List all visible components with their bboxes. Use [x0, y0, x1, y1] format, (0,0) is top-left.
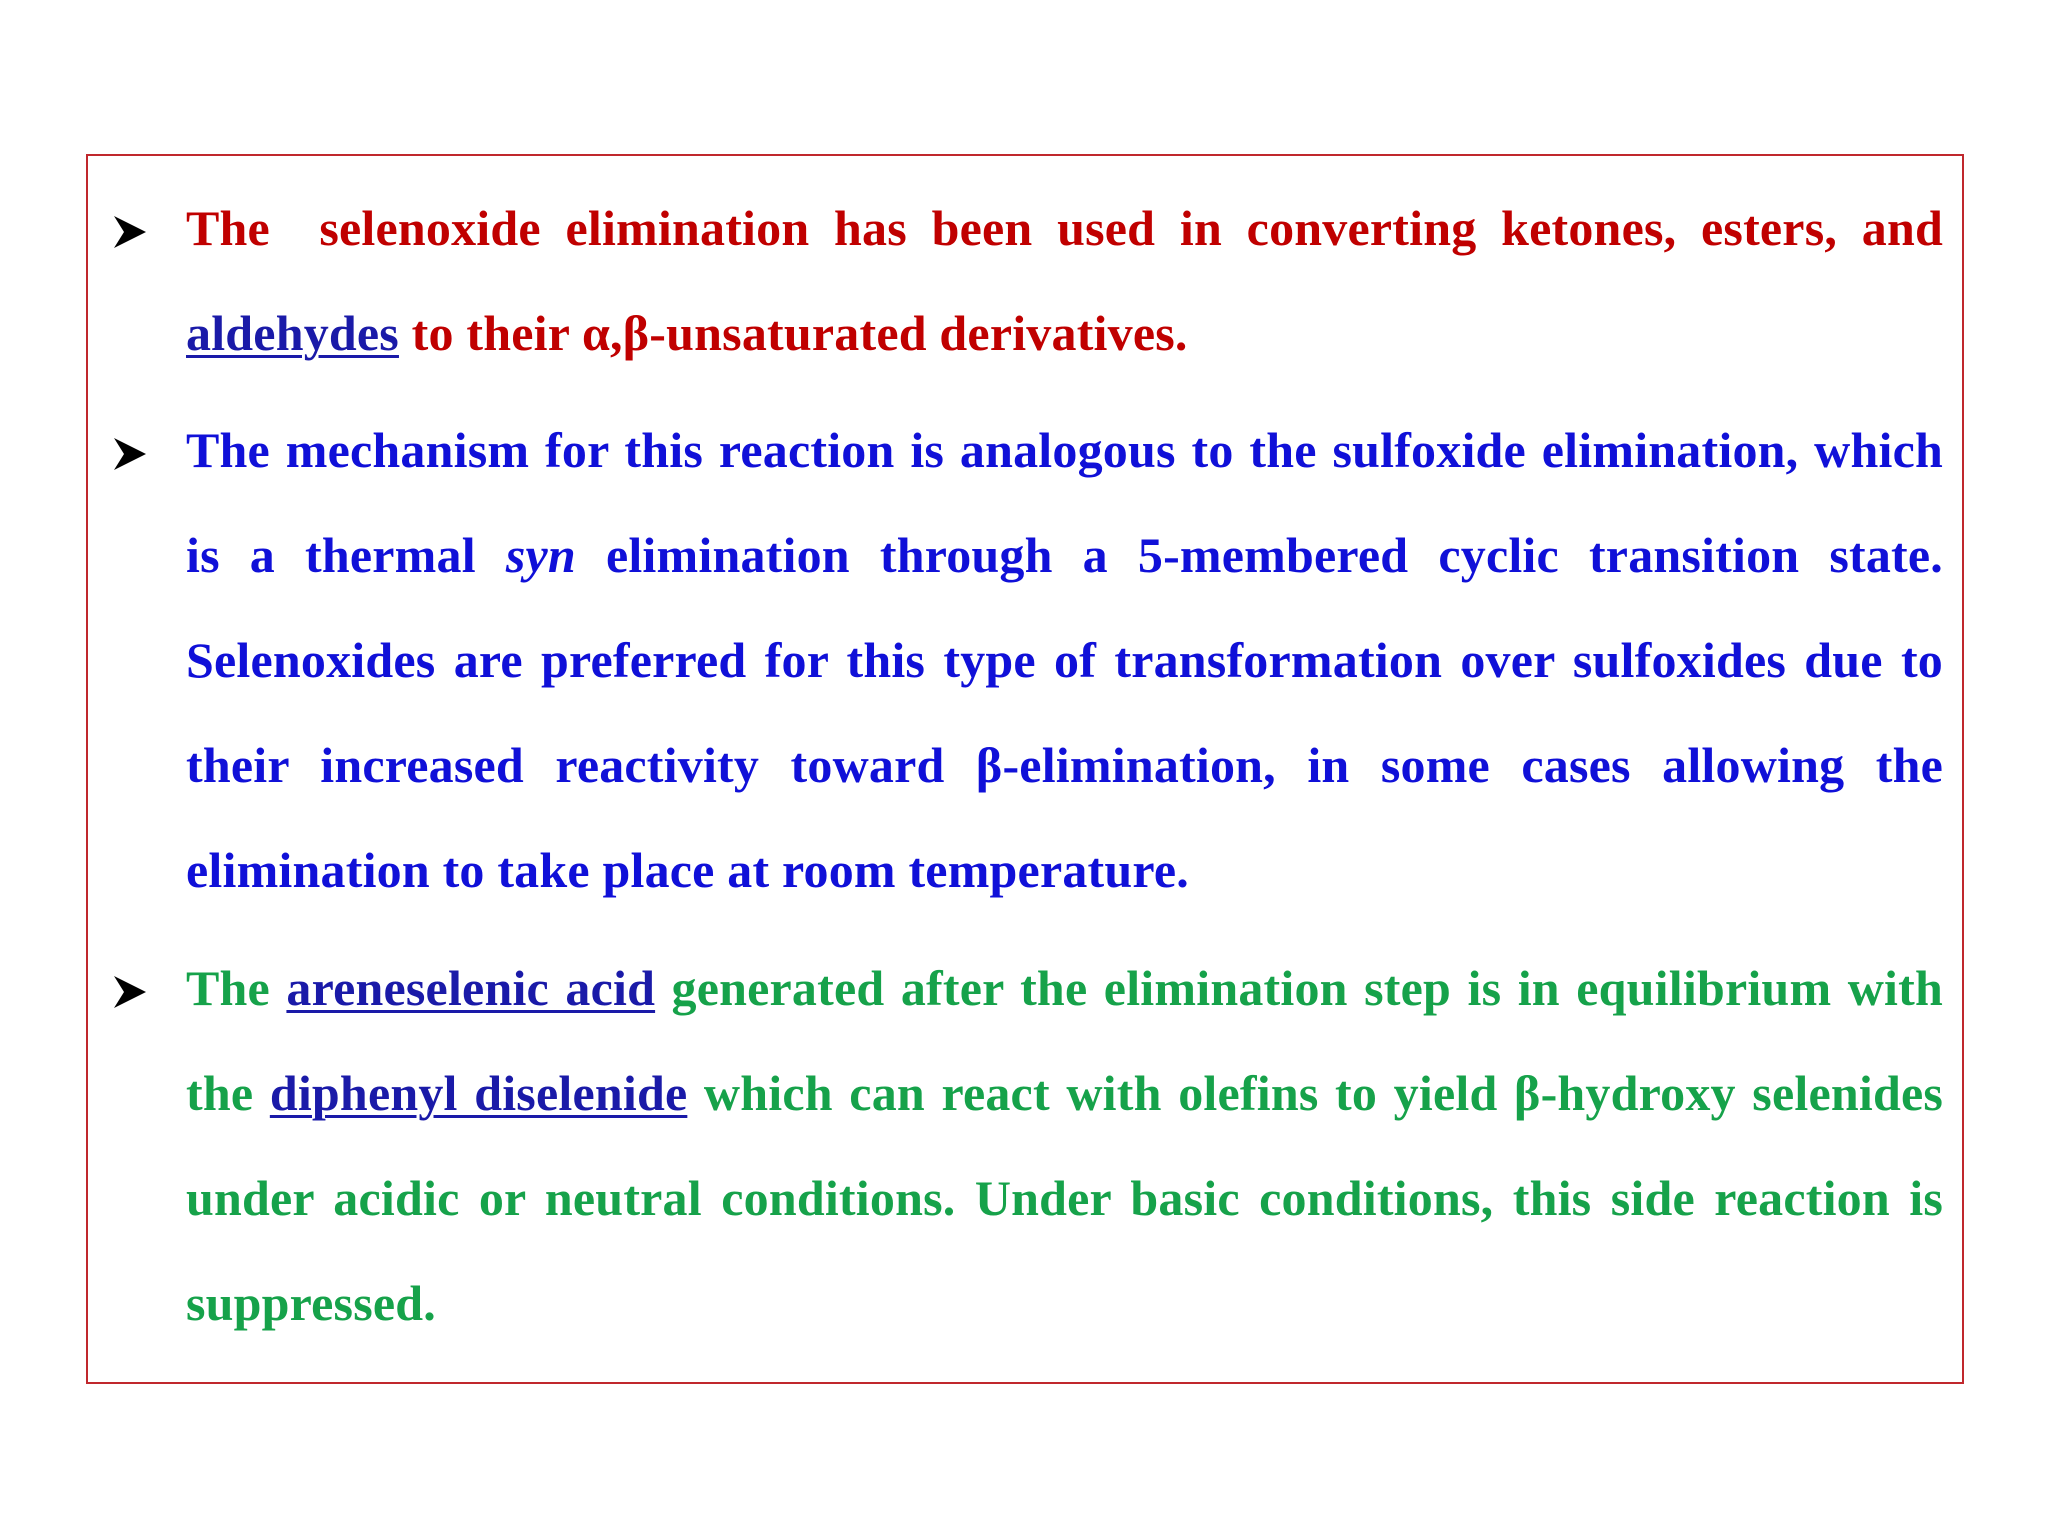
- aldehydes-link[interactable]: aldehydes: [186, 305, 399, 361]
- syn-italic-term: syn: [505, 527, 576, 583]
- diphenyl-diselenide-link[interactable]: diphenyl diselenide: [269, 1065, 688, 1121]
- arrowhead-bullet-icon: [110, 972, 150, 1012]
- bullet-3-segment-3: generated after the elimination step is in equilibrium with the: [186, 960, 1944, 1121]
- arrowhead-bullet-icon: [110, 212, 150, 252]
- bullet-3-segment-5: which can react with olefins to yield β-hydroxy selenides under acidic or neutral conditions. Under basic conditions, this side reaction is suppressed.: [186, 1065, 1943, 1331]
- bullet-text-1: [186, 176, 1956, 386]
- bullet-2-segment-3: elimination through a 5-membered cyclic transition state. Selenoxides are preferred for this type of transformation over sulfoxides due to their increased reactivity toward β-elimination, in some cases allowing the elimination to take place at room temperature.: [186, 527, 1943, 898]
- bullet-3-segment-1: The: [186, 960, 287, 1016]
- areneselenic-acid-link[interactable]: areneselenic acid: [286, 960, 656, 1016]
- bullet-text-3: [186, 936, 1943, 1356]
- arrowhead-bullet-icon: [110, 434, 150, 474]
- bullet-1-segment-3: to their α,β-unsaturated derivatives.: [398, 305, 1188, 361]
- bullet-1-segment-1: The selenoxide elimination has been used in converting ketones, esters, and: [186, 200, 1956, 256]
- slide-frame: [86, 154, 1964, 1384]
- bullet-text-2: [186, 398, 1943, 923]
- bullet-2-segment-1: The mechanism for this reaction is analogous to the sulfoxide elimination, which is a thermal: [186, 422, 1943, 583]
